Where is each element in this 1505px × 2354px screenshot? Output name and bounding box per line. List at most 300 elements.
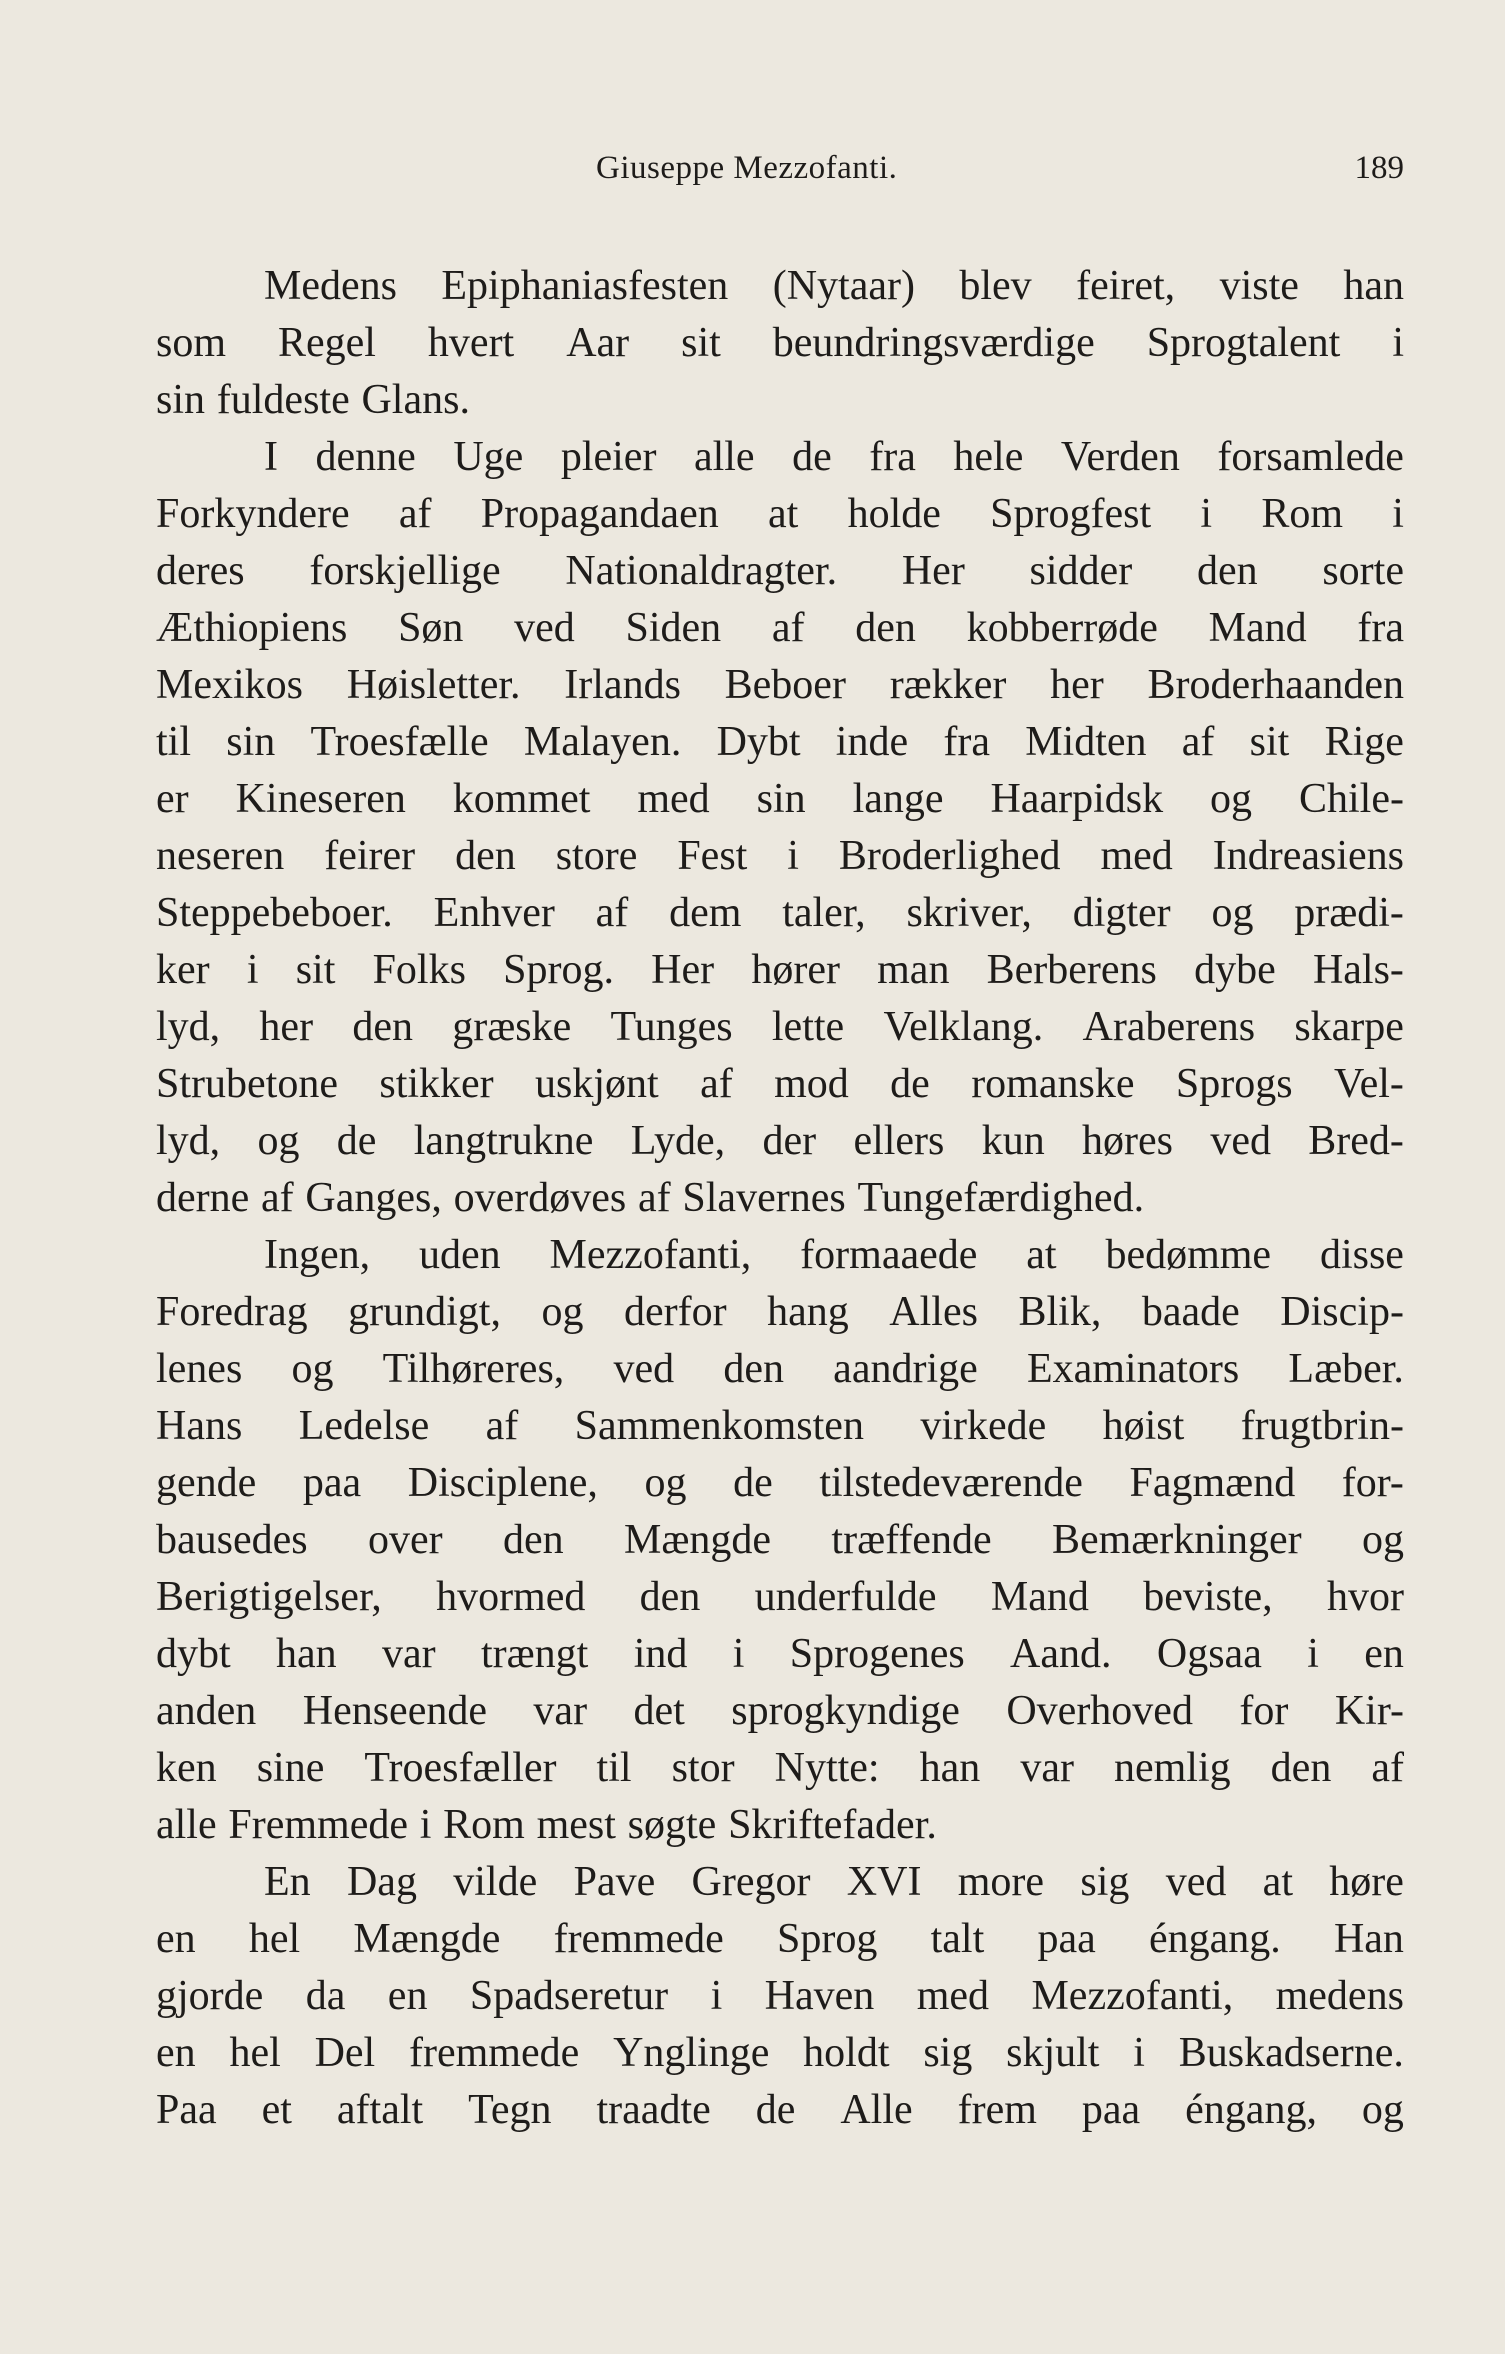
word: er bbox=[156, 776, 189, 822]
word: Æthiopiens bbox=[156, 605, 348, 651]
word: Aand. bbox=[1010, 1631, 1112, 1677]
word: Mexikos bbox=[156, 662, 303, 708]
text-line bbox=[156, 771, 1404, 828]
word: underfulde bbox=[754, 1574, 937, 1620]
word: Beboer bbox=[724, 662, 846, 708]
word: lenes bbox=[156, 1346, 243, 1392]
word: de bbox=[336, 1118, 377, 1164]
word: i bbox=[710, 1973, 723, 2019]
word: Discip- bbox=[1280, 1289, 1404, 1335]
word: den bbox=[352, 1004, 413, 1050]
word: og bbox=[291, 1346, 334, 1392]
word: at bbox=[1026, 1232, 1057, 1278]
word: Kir- bbox=[1334, 1688, 1404, 1734]
word: som bbox=[156, 320, 227, 366]
word: Henseende bbox=[302, 1688, 487, 1734]
word: Bred- bbox=[1308, 1118, 1404, 1164]
word: sin bbox=[156, 377, 206, 423]
word: den bbox=[723, 1346, 784, 1392]
word: han bbox=[919, 1745, 981, 1791]
text-line bbox=[156, 1284, 1404, 1341]
word: uden bbox=[419, 1232, 501, 1278]
word: over bbox=[368, 1517, 443, 1563]
word: Slavernes bbox=[682, 1175, 846, 1221]
word: feiret, bbox=[1076, 263, 1176, 309]
word: og bbox=[1361, 1517, 1404, 1563]
word: mod bbox=[774, 1061, 849, 1107]
word: mest bbox=[536, 1802, 616, 1848]
word: hører bbox=[751, 947, 840, 993]
word: Høisletter. bbox=[346, 662, 521, 708]
text-line bbox=[156, 1113, 1404, 1170]
word: aftalt bbox=[336, 2087, 424, 2133]
word: med bbox=[637, 776, 710, 822]
text-line bbox=[156, 1170, 1404, 1227]
word: Irlands bbox=[564, 662, 681, 708]
word: Læber. bbox=[1288, 1346, 1404, 1392]
word: her bbox=[1050, 662, 1104, 708]
word: Berberens bbox=[986, 947, 1157, 993]
word: bedømme bbox=[1105, 1232, 1272, 1278]
text-line bbox=[156, 942, 1404, 999]
word: Rom bbox=[443, 1802, 525, 1848]
word: medens bbox=[1275, 1973, 1404, 2019]
word: Mængde bbox=[624, 1517, 772, 1563]
word: af bbox=[261, 1175, 294, 1221]
word: Skriftefader. bbox=[728, 1802, 937, 1848]
word: Ganges, bbox=[305, 1175, 442, 1221]
word: stor bbox=[671, 1745, 735, 1791]
word: Nytte: bbox=[774, 1745, 880, 1791]
word: ved bbox=[1165, 1859, 1227, 1905]
word: kobberrøde bbox=[966, 605, 1158, 651]
word: fra bbox=[1357, 605, 1404, 651]
word: Araberens bbox=[1082, 1004, 1256, 1050]
text-line bbox=[156, 1569, 1404, 1626]
word: i bbox=[1307, 1631, 1319, 1677]
word: Fagmænd bbox=[1129, 1460, 1296, 1506]
word: her bbox=[259, 1004, 314, 1050]
word: af bbox=[398, 491, 432, 537]
word: stikker bbox=[379, 1061, 494, 1107]
text-line bbox=[156, 1398, 1404, 1455]
word: en bbox=[156, 2030, 196, 2076]
word: anden bbox=[156, 1688, 257, 1734]
word: for- bbox=[1341, 1460, 1404, 1506]
word: aandrige bbox=[833, 1346, 978, 1392]
text-line bbox=[156, 543, 1404, 600]
word: Spadseretur bbox=[469, 1973, 669, 2019]
text-line bbox=[156, 1683, 1404, 1740]
word: Tegn bbox=[468, 2087, 552, 2133]
word: dem bbox=[669, 890, 742, 936]
word: de bbox=[890, 1061, 930, 1107]
word: paa bbox=[302, 1460, 362, 1506]
body-text bbox=[156, 258, 1404, 2139]
page-number: 189 bbox=[1354, 150, 1404, 186]
word: sit bbox=[681, 320, 721, 366]
text-line bbox=[156, 486, 1404, 543]
word: græske bbox=[452, 1004, 572, 1050]
word: virkede bbox=[920, 1403, 1047, 1449]
word: paa bbox=[1081, 2087, 1141, 2133]
word: lette bbox=[771, 1004, 845, 1050]
word: taler, bbox=[782, 890, 866, 936]
word: en bbox=[156, 1916, 196, 1962]
word: i bbox=[1392, 491, 1404, 537]
text-line bbox=[156, 1740, 1404, 1797]
word: at bbox=[767, 491, 799, 537]
word: Velklang. bbox=[883, 1004, 1044, 1050]
word: vilde bbox=[453, 1859, 538, 1905]
word: høist bbox=[1102, 1403, 1185, 1449]
word: hvert bbox=[427, 320, 515, 366]
word: Lyde, bbox=[630, 1118, 726, 1164]
text-line bbox=[156, 885, 1404, 942]
word: sprogkyndige bbox=[731, 1688, 960, 1734]
word: var bbox=[1020, 1745, 1074, 1791]
text-line bbox=[156, 315, 1404, 372]
text-line bbox=[156, 600, 1404, 657]
word: Regel bbox=[277, 320, 376, 366]
word: af bbox=[700, 1061, 733, 1107]
word: Troesfælle bbox=[310, 719, 489, 765]
word: fremmede bbox=[409, 2030, 580, 2076]
word: Sprogtalent bbox=[1146, 320, 1341, 366]
word: Del bbox=[314, 2030, 376, 2076]
word: Forkyndere bbox=[156, 491, 350, 537]
word: kommet bbox=[452, 776, 591, 822]
word: holdt bbox=[803, 2030, 890, 2076]
word: med bbox=[916, 1973, 990, 2019]
word: og bbox=[541, 1289, 584, 1335]
word: prædi- bbox=[1294, 890, 1404, 936]
word: Midten bbox=[1025, 719, 1147, 765]
word: Sprogs bbox=[1175, 1061, 1293, 1107]
word: Han bbox=[1333, 1916, 1404, 1962]
word: Dybt bbox=[716, 719, 801, 765]
word: Glans. bbox=[361, 377, 470, 423]
word: I bbox=[264, 434, 278, 480]
word: Folks bbox=[372, 947, 466, 993]
word: Hals- bbox=[1312, 947, 1404, 993]
word: viste bbox=[1219, 263, 1299, 309]
word: høres bbox=[1082, 1118, 1173, 1164]
word: den bbox=[639, 1574, 701, 1620]
word: med bbox=[1100, 833, 1173, 879]
word: træffende bbox=[831, 1517, 992, 1563]
word: formaaede bbox=[800, 1232, 978, 1278]
word: af bbox=[485, 1403, 519, 1449]
word: hel bbox=[248, 1916, 301, 1962]
word: sit bbox=[1249, 719, 1290, 765]
word: romanske bbox=[971, 1061, 1135, 1107]
word: de bbox=[792, 434, 832, 480]
word: éngang, bbox=[1185, 2087, 1317, 2133]
word: ind bbox=[633, 1631, 688, 1677]
word: Broderhaanden bbox=[1147, 662, 1404, 708]
word: Troesfæller bbox=[364, 1745, 557, 1791]
word: Alle bbox=[840, 2087, 913, 2133]
word: Mand bbox=[990, 1574, 1089, 1620]
word: Ingen, bbox=[264, 1232, 371, 1278]
word: et bbox=[261, 2087, 292, 2133]
word: af bbox=[771, 605, 805, 651]
word: det bbox=[633, 1688, 685, 1734]
word: overdøves bbox=[453, 1175, 627, 1221]
word: en bbox=[387, 1973, 428, 2019]
word: i bbox=[419, 1802, 432, 1848]
word: den bbox=[855, 605, 916, 651]
word: Blik, bbox=[1018, 1289, 1102, 1335]
word: XVI bbox=[846, 1859, 922, 1905]
word: Rom bbox=[1261, 491, 1344, 537]
word: man bbox=[877, 947, 950, 993]
text-line bbox=[156, 1968, 1404, 2025]
word: i bbox=[1200, 491, 1213, 537]
word: Examinators bbox=[1026, 1346, 1240, 1392]
text-line bbox=[156, 1854, 1404, 1911]
word: Her bbox=[651, 947, 715, 993]
word: skriver, bbox=[906, 890, 1032, 936]
word: Uge bbox=[453, 434, 524, 480]
word: af bbox=[595, 890, 629, 936]
word: denne bbox=[315, 434, 416, 480]
word: Fremmede bbox=[228, 1802, 408, 1848]
word: bausedes bbox=[156, 1517, 308, 1563]
page-header bbox=[156, 150, 1404, 200]
word: frem bbox=[957, 2087, 1037, 2133]
word: Paa bbox=[156, 2087, 217, 2133]
word: sig bbox=[1080, 1859, 1130, 1905]
word: for bbox=[1239, 1688, 1289, 1734]
word: fuldeste bbox=[216, 377, 350, 423]
text-line bbox=[156, 429, 1404, 486]
word: Pave bbox=[573, 1859, 656, 1905]
word: og bbox=[1361, 2087, 1404, 2133]
word: i bbox=[732, 1631, 745, 1677]
word: Mezzofanti, bbox=[1031, 1973, 1234, 2019]
word: Dag bbox=[346, 1859, 417, 1905]
word: Enhver bbox=[433, 890, 555, 936]
word: ved bbox=[514, 605, 575, 651]
word: Overhoved bbox=[1006, 1688, 1193, 1734]
word: ker bbox=[156, 947, 210, 993]
word: ved bbox=[1210, 1118, 1271, 1164]
word: høre bbox=[1329, 1859, 1404, 1905]
word: éngang. bbox=[1148, 1916, 1281, 1962]
word: beundringsværdige bbox=[772, 320, 1095, 366]
word: Chile- bbox=[1298, 776, 1404, 822]
word: og bbox=[1210, 776, 1253, 822]
word: Siden bbox=[625, 605, 722, 651]
word: sine bbox=[256, 1745, 325, 1791]
word: Medens bbox=[264, 263, 397, 309]
word: Sammenkomsten bbox=[574, 1403, 864, 1449]
text-line bbox=[156, 1341, 1404, 1398]
word: kun bbox=[981, 1118, 1045, 1164]
word: at bbox=[1262, 1859, 1293, 1905]
word: digter bbox=[1072, 890, 1171, 936]
word: blev bbox=[959, 263, 1032, 309]
word: Gregor bbox=[691, 1859, 811, 1905]
text-line bbox=[156, 828, 1404, 885]
word: hvor bbox=[1326, 1574, 1404, 1620]
word: de bbox=[755, 2087, 796, 2133]
word: skarpe bbox=[1294, 1004, 1404, 1050]
word: var bbox=[382, 1631, 436, 1677]
word: forskjellige bbox=[309, 548, 501, 594]
word: lange bbox=[852, 776, 944, 822]
text-line bbox=[156, 999, 1404, 1056]
word: Nationaldragter. bbox=[565, 548, 838, 594]
text-line bbox=[156, 1797, 1404, 1854]
word: store bbox=[555, 833, 638, 879]
word: Rige bbox=[1324, 719, 1404, 765]
word: den bbox=[1196, 548, 1258, 594]
word: Tungefærdighed. bbox=[857, 1175, 1145, 1221]
word: baade bbox=[1141, 1289, 1240, 1335]
word: den bbox=[455, 833, 516, 879]
word: dybe bbox=[1194, 947, 1276, 993]
word: dybt bbox=[156, 1631, 231, 1677]
text-line bbox=[156, 1911, 1404, 1968]
word: sidder bbox=[1029, 548, 1133, 594]
word: Mængde bbox=[353, 1916, 501, 1962]
word: disse bbox=[1319, 1232, 1404, 1278]
word: han bbox=[276, 1631, 337, 1677]
word: sit bbox=[295, 947, 336, 993]
word: trængt bbox=[481, 1631, 589, 1677]
word: en bbox=[1364, 1631, 1404, 1677]
word: alle bbox=[156, 1802, 217, 1848]
word: Mezzofanti, bbox=[549, 1232, 752, 1278]
word: Malayen. bbox=[523, 719, 682, 765]
word: Aar bbox=[566, 320, 630, 366]
word: fra bbox=[869, 434, 916, 480]
word: Tilhøreres, bbox=[382, 1346, 565, 1392]
word: da bbox=[305, 1973, 346, 2019]
word: Ynglinge bbox=[613, 2030, 770, 2076]
text-line bbox=[156, 2025, 1404, 2082]
word: søgte bbox=[627, 1802, 717, 1848]
word: frugtbrin- bbox=[1240, 1403, 1404, 1449]
word: af bbox=[638, 1175, 671, 1221]
word: i bbox=[1133, 2030, 1145, 2076]
word: Søn bbox=[398, 605, 464, 651]
word: Propagandaen bbox=[480, 491, 719, 537]
word: lyd, bbox=[156, 1004, 221, 1050]
word: han bbox=[1343, 263, 1404, 309]
word: Ledelse bbox=[298, 1403, 430, 1449]
word: til bbox=[596, 1745, 632, 1791]
word: Ogsaa bbox=[1156, 1631, 1262, 1677]
word: Kineseren bbox=[235, 776, 406, 822]
word: fra bbox=[943, 719, 990, 765]
word: Haarpidsk bbox=[990, 776, 1164, 822]
word: more bbox=[957, 1859, 1045, 1905]
word: sin bbox=[226, 719, 276, 765]
word: og bbox=[644, 1460, 687, 1506]
word: af bbox=[1181, 719, 1215, 765]
text-line bbox=[156, 1056, 1404, 1113]
word: beviste, bbox=[1143, 1574, 1273, 1620]
word: talt bbox=[930, 1916, 985, 1962]
word: Verden bbox=[1060, 434, 1180, 480]
word: Epiphaniasfesten bbox=[441, 263, 729, 309]
word: fremmede bbox=[553, 1916, 724, 1962]
word: hele bbox=[953, 434, 1024, 480]
word: den bbox=[503, 1517, 564, 1563]
word: Buskadserne. bbox=[1178, 2030, 1404, 2076]
text-line bbox=[156, 1626, 1404, 1683]
word: og bbox=[257, 1118, 300, 1164]
word: Her bbox=[901, 548, 965, 594]
word: de bbox=[733, 1460, 773, 1506]
word: Hans bbox=[156, 1403, 243, 1449]
text-line bbox=[156, 372, 1404, 429]
word: i bbox=[246, 947, 259, 993]
word: skjult bbox=[1006, 2030, 1100, 2076]
word: feirer bbox=[324, 833, 416, 879]
word: rækker bbox=[889, 662, 1007, 708]
word: Mand bbox=[1208, 605, 1307, 651]
word: derfor bbox=[624, 1289, 727, 1335]
word: pleier bbox=[560, 434, 657, 480]
text-line bbox=[156, 657, 1404, 714]
word: ellers bbox=[853, 1118, 945, 1164]
text-line bbox=[156, 1227, 1404, 1284]
word: Sprog bbox=[777, 1916, 878, 1962]
word: ved bbox=[613, 1346, 675, 1392]
word: Disciplene, bbox=[407, 1460, 598, 1506]
word: hvormed bbox=[436, 1574, 586, 1620]
word: Sprogfest bbox=[990, 491, 1152, 537]
text-line bbox=[156, 1512, 1404, 1569]
word: neseren bbox=[156, 833, 285, 879]
word: En bbox=[264, 1859, 311, 1905]
word: traadte bbox=[596, 2087, 711, 2133]
word: grundigt, bbox=[348, 1289, 501, 1335]
word: Berigtigelser, bbox=[156, 1574, 382, 1620]
word: Vel- bbox=[1333, 1061, 1404, 1107]
word: (Nytaar) bbox=[772, 263, 915, 309]
word: var bbox=[533, 1688, 588, 1734]
word: lyd, bbox=[156, 1118, 221, 1164]
word: Bemærkninger bbox=[1051, 1517, 1302, 1563]
word: sorte bbox=[1322, 548, 1404, 594]
word: tilstedeværende bbox=[819, 1460, 1083, 1506]
word: alle bbox=[693, 434, 755, 480]
word: til bbox=[156, 719, 192, 765]
word: sin bbox=[756, 776, 806, 822]
word: holde bbox=[847, 491, 941, 537]
word: Sprog. bbox=[503, 947, 614, 993]
word: Tunges bbox=[610, 1004, 733, 1050]
word: der bbox=[762, 1118, 817, 1164]
word: inde bbox=[835, 719, 909, 765]
word: i bbox=[787, 833, 799, 879]
word: Sprogenes bbox=[789, 1631, 965, 1677]
word: sig bbox=[923, 2030, 973, 2076]
word: Alles bbox=[889, 1289, 978, 1335]
word: Foredrag bbox=[156, 1289, 308, 1335]
text-line bbox=[156, 1455, 1404, 1512]
word: Strubetone bbox=[156, 1061, 338, 1107]
word: ken bbox=[156, 1745, 217, 1791]
word: forsamlede bbox=[1217, 434, 1404, 480]
word: langtrukne bbox=[413, 1118, 594, 1164]
